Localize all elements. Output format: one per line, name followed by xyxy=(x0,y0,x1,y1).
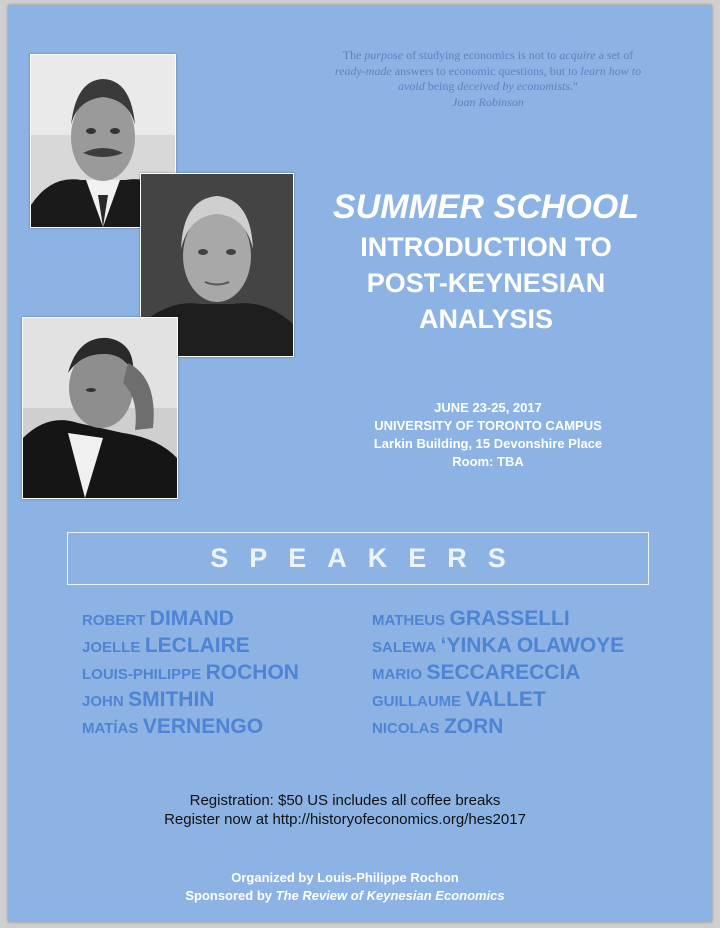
speaker-name xyxy=(372,606,624,633)
speaker-first-name: LOUIS-PHILIPPE xyxy=(82,666,202,683)
event-dates: JUNE 23-25, 2017 xyxy=(434,400,542,415)
title-line-2: INTRODUCTION TO xyxy=(360,232,612,262)
speakers-heading-box xyxy=(67,532,649,585)
title-line-4: ANALYSIS xyxy=(418,304,554,334)
quote-segment: ready-made xyxy=(334,63,392,78)
sponsor-prefix: Sponsored by xyxy=(185,888,276,903)
speaker-first-name: MATHEUS xyxy=(372,612,446,629)
speaker-name xyxy=(372,714,624,741)
speaker-first-name: MATÍAS xyxy=(82,720,139,737)
speaker-name xyxy=(82,606,299,633)
speaker-first-name: JOELLE xyxy=(82,639,141,656)
quote-segment: being xyxy=(424,79,458,93)
poster xyxy=(8,5,712,922)
quote-author: Joan Robinson xyxy=(452,94,524,109)
speaker-name xyxy=(82,687,299,714)
quote-segment: deceived by economists xyxy=(457,79,571,93)
speaker-last-name: DIMAND xyxy=(149,607,234,630)
speaker-name xyxy=(82,633,299,660)
event-details xyxy=(308,399,668,471)
speaker-first-name: MARIO xyxy=(372,666,422,683)
quote-segment: a set of xyxy=(595,48,634,62)
speaker-first-name: ROBERT xyxy=(82,612,146,629)
title-summer-school: SUMMER SCHOOL xyxy=(333,188,639,226)
registration-link: Register now at http://historyofeconomics.org/hes2017 xyxy=(164,811,526,828)
speaker-first-name: JOHN xyxy=(82,693,124,710)
speakers-column-right xyxy=(372,606,624,741)
event-title xyxy=(286,185,686,337)
credits xyxy=(98,869,592,905)
event-campus: UNIVERSITY OF TORONTO CAMPUS xyxy=(374,418,602,433)
registration-fee: Registration: $50 US includes all coffee breaks xyxy=(189,792,501,809)
sponsor-journal: The Review of Keynesian Economics xyxy=(275,888,505,903)
speakers-column-left xyxy=(82,606,299,741)
speaker-last-name: VERNENGO xyxy=(142,715,264,738)
speaker-name xyxy=(372,633,624,660)
epigraph-quote xyxy=(328,48,648,110)
speakers-heading: SPEAKERS xyxy=(210,543,527,573)
speaker-name xyxy=(372,660,624,687)
speaker-first-name: SALEWA xyxy=(372,639,437,656)
title-line-3: POST-KEYNESIAN xyxy=(366,268,606,298)
quote-segment: answers to economic questions, but to xyxy=(391,63,581,78)
speaker-first-name: GUILLAUME xyxy=(372,693,462,710)
quote-segment: purpose xyxy=(364,48,404,62)
speaker-first-name: NICOLAS xyxy=(372,720,440,737)
speaker-last-name: SMITHIN xyxy=(128,688,215,711)
speaker-last-name: ‘YINKA OLAWOYE xyxy=(440,634,625,657)
speaker-last-name: LECLAIRE xyxy=(144,634,250,657)
quote-segment: ." xyxy=(570,79,578,93)
speaker-last-name: ROCHON xyxy=(205,661,299,684)
quote-segment: The xyxy=(342,48,365,62)
speaker-last-name: SECCARECCIA xyxy=(426,661,581,684)
portrait-photo-bottom xyxy=(22,317,178,499)
quote-segment: learn how to avoid xyxy=(398,63,642,93)
organizer-line: Organized by Louis-Philippe Rochon xyxy=(231,870,459,885)
quote-segment: of studying economics is not to xyxy=(403,48,560,62)
sponsor-line xyxy=(98,887,592,905)
speaker-last-name: GRASSELLI xyxy=(449,607,570,630)
speaker-name xyxy=(82,714,299,741)
speaker-name xyxy=(82,660,299,687)
speaker-name xyxy=(372,687,624,714)
quote-segment: acquire xyxy=(559,48,596,62)
event-building: Larkin Building, 15 Devonshire Place xyxy=(373,436,603,451)
speaker-last-name: ZORN xyxy=(443,715,504,738)
registration-info xyxy=(98,791,592,829)
quote-text xyxy=(335,48,641,93)
event-room: Room: TBA xyxy=(452,454,524,469)
speaker-last-name: VALLET xyxy=(465,688,546,711)
portrait-image xyxy=(23,318,177,498)
